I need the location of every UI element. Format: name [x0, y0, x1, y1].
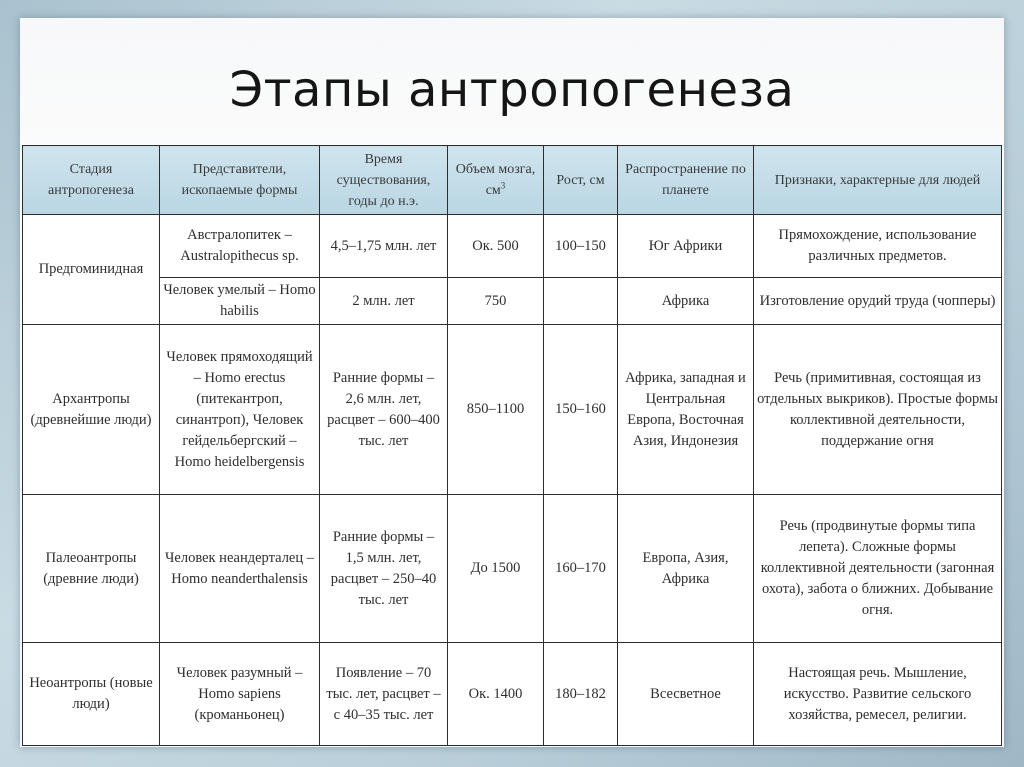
cell-height: 160–170 [544, 495, 618, 643]
cell-brain: 850–1100 [448, 325, 544, 495]
cell-brain: Ок. 1400 [448, 643, 544, 746]
cell-representatives: Человек прямоходящий – Homo erectus (питекантроп, синантроп), Человек гейдельбергский – Homo heidelbergensis [160, 325, 320, 495]
header-brain-sup: 3 [500, 180, 506, 191]
cell-stage: Неоантропы (новые люди) [23, 643, 160, 746]
anthropogenesis-table [22, 145, 1002, 746]
header-traits: Признаки, характерные для людей [754, 146, 1002, 215]
cell-representatives: Человек разумный – Homo sapiens (кроманьонец) [160, 643, 320, 746]
cell-brain: Ок. 500 [448, 215, 544, 278]
cell-traits: Прямохождение, использование различных предметов. [754, 215, 1002, 278]
cell-representatives: Человек умелый – Homo habilis [160, 278, 320, 325]
cell-representatives: Австралопитек – Australopithecus sp. [160, 215, 320, 278]
cell-height: 100–150 [544, 215, 618, 278]
header-spread: Распространение по планете [618, 146, 754, 215]
header-brain-label: Объем мозга, см [455, 162, 536, 198]
cell-time: Ранние формы – 1,5 млн. лет, расцвет – 250–40 тыс. лет [320, 495, 448, 643]
cell-stage: Предгоминидная [23, 215, 160, 325]
cell-stage: Архантропы (древнейшие люди) [23, 325, 160, 495]
header-height: Рост, см [544, 146, 618, 215]
cell-traits: Речь (продвинутые формы типа лепета). Сложные формы коллективной деятельности (загонная охота), забота о ближних. Добывание огня. [754, 495, 1002, 643]
cell-brain: 750 [448, 278, 544, 325]
header-brain [448, 146, 544, 215]
header-time: Время существования, годы до н.э. [320, 146, 448, 215]
table-row [23, 325, 1002, 495]
table-row [23, 278, 1002, 325]
cell-traits: Изготовление орудий труда (чопперы) [754, 278, 1002, 325]
cell-brain: До 1500 [448, 495, 544, 643]
cell-height: 150–160 [544, 325, 618, 495]
cell-stage: Палеоантропы (древние люди) [23, 495, 160, 643]
cell-height: 180–182 [544, 643, 618, 746]
cell-time: Ранние формы – 2,6 млн. лет, расцвет – 600–400 тыс. лет [320, 325, 448, 495]
cell-representatives: Человек неандерталец – Homo neanderthalensis [160, 495, 320, 643]
cell-spread: Юг Африки [618, 215, 754, 278]
cell-traits: Речь (примитивная, состоящая из отдельных выкриков). Простые формы коллективной деятельности, поддержание огня [754, 325, 1002, 495]
header-stage: Стадия антропогенеза [23, 146, 160, 215]
cell-spread: Европа, Азия, Африка [618, 495, 754, 643]
cell-spread: Африка, западная и Центральная Европа, Восточная Азия, Индонезия [618, 325, 754, 495]
cell-time: Появление – 70 тыс. лет, расцвет – с 40–35 тыс. лет [320, 643, 448, 746]
page-title: Этапы антропогенеза [229, 62, 795, 118]
cell-spread: Африка [618, 278, 754, 325]
header-representatives: Представители, ископаемые формы [160, 146, 320, 215]
table-row [23, 643, 1002, 746]
cell-traits: Настоящая речь. Мышление, искусство. Развитие сельского хозяйства, ремесел, религии. [754, 643, 1002, 746]
table-row [23, 215, 1002, 278]
cell-spread: Всесветное [618, 643, 754, 746]
cell-time: 2 млн. лет [320, 278, 448, 325]
header-row [23, 146, 1002, 215]
cell-height [544, 278, 618, 325]
table-row [23, 495, 1002, 643]
cell-time: 4,5–1,75 млн. лет [320, 215, 448, 278]
